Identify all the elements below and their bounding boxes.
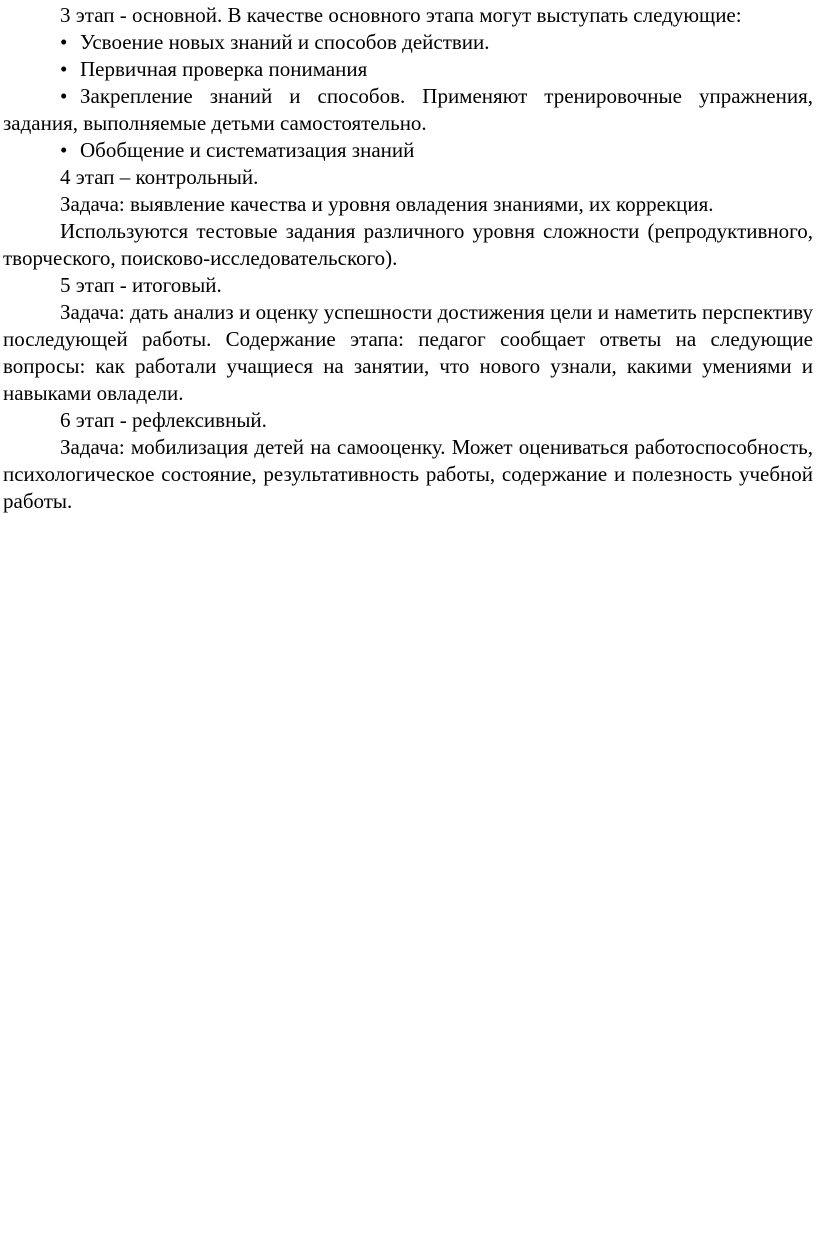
paragraph-stage-4-heading: 4 этап – контрольный. [60, 165, 259, 189]
paragraph-stage-5-task: Задача: дать анализ и оценку успешности достижения цели и наметить перспективу последующей работы. Содержание этапа: педагог сообщает ответы на следующие вопросы: как работали учащиеся на занятии, что нового узнали, какими умениями и навыками овладели. [3, 300, 813, 405]
bullet-icon: • [60, 57, 68, 81]
bullet-item-label: Закрепление знаний и способов. Применяют тренировочные упражнения, задания, выполняемые детьми самостоятельно. [3, 84, 813, 135]
bullet-icon: • [60, 138, 68, 162]
bullet-icon: • [60, 84, 68, 108]
bullet-item-generalization [3, 137, 813, 164]
bullet-item-label: Первичная проверка понимания [80, 57, 368, 81]
bullet-item-label: Обобщение и систематизация знаний [80, 138, 415, 162]
bullet-item-consolidation [3, 83, 813, 137]
paragraph-stage-5-heading: 5 этап - итоговый. [60, 273, 222, 297]
paragraph-stage-4-task: Задача: выявление качества и уровня овладения знаниями, их коррекция. [60, 192, 714, 216]
paragraph-stage-6-heading: 6 этап - рефлексивный. [60, 408, 267, 432]
paragraph-stage-4-tests: Используются тестовые задания различного уровня сложности (репродуктивного, творческого, поисково-исследовательского). [3, 219, 813, 270]
paragraph-stage-3-intro: 3 этап - основной. В качестве основного этапа могут выступать следующие: [60, 3, 742, 27]
bullet-item-label: Усвоение новых знаний и способов действии. [80, 30, 490, 54]
bullet-item-new-knowledge [3, 29, 813, 56]
bullet-icon: • [60, 30, 68, 54]
bullet-item-primary-check [3, 56, 813, 83]
paragraph-stage-6-task: Задача: мобилизация детей на самооценку. Может оцениваться работоспособность, психологическое состояние, результативность работы, содержание и полезность учебной работы. [3, 435, 813, 513]
